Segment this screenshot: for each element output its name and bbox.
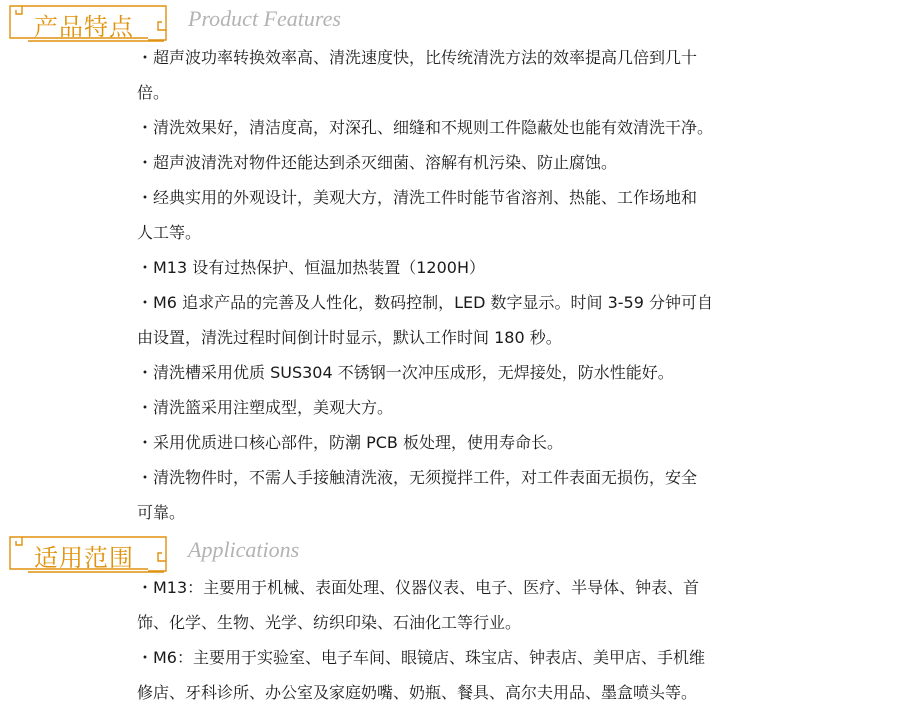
feature-line: 人工等。 — [137, 223, 202, 242]
feature-line: ・经典实用的外观设计，美观大方，清洗工件时能节省溶剂、热能、工作场地和 — [137, 188, 698, 207]
applications-list — [137, 570, 777, 710]
feature-line: ・清洗槽采用优质 SUS304 不锈钢一次冲压成形，无焊接处，防水性能好。 — [137, 363, 674, 382]
feature-line: ・清洗效果好，清洁度高，对深孔、细缝和不规则工件隐蔽处也能有效清洗干净。 — [137, 118, 714, 137]
list-item — [137, 145, 777, 180]
feature-line: 由设置，清洗过程时间倒计时显示，默认工作时间 180 秒。 — [137, 328, 562, 347]
features-subtitle: Product Features — [188, 6, 341, 31]
feature-line: ・M13 设有过热保护、恒温加热装置（1200H） — [137, 258, 486, 277]
list-item — [137, 355, 777, 390]
application-line: ・M13：主要用于机械、表面处理、仪器仪表、电子、医疗、半导体、钟表、首 — [137, 578, 700, 597]
list-item — [137, 460, 777, 530]
feature-line: ・M6 追求产品的完善及人性化，数码控制，LED 数字显示。时间 3-59 分钟可自 — [137, 293, 713, 312]
list-item — [137, 110, 777, 145]
applications-subtitle: Applications — [188, 537, 300, 562]
feature-line: ・采用优质进口核心部件，防潮 PCB 板处理，使用寿命长。 — [137, 433, 563, 452]
list-item — [137, 425, 777, 460]
list-item — [137, 40, 777, 110]
feature-line: ・超声波清洗对物件还能达到杀灭细菌、溶解有机污染、防止腐蚀。 — [137, 153, 618, 172]
list-item — [137, 285, 777, 355]
feature-line: 可靠。 — [137, 503, 186, 522]
application-line: ・M6：主要用于实验室、电子车间、眼镜店、珠宝店、钟表店、美甲店、手机维 — [137, 648, 705, 667]
application-line: 饰、化学、生物、光学、纺织印染、石油化工等行业。 — [137, 613, 522, 632]
feature-line: 倍。 — [137, 83, 170, 102]
feature-line: ・清洗篮采用注塑成型，美观大方。 — [137, 398, 394, 417]
list-item — [137, 390, 777, 425]
feature-line: ・超声波功率转换效率高、清洗速度快，比传统清洗方法的效率提高几倍到几十 — [137, 48, 698, 67]
list-item — [137, 180, 777, 250]
features-list — [137, 40, 777, 530]
applications-title: 适用范围 — [34, 544, 134, 572]
features-title: 产品特点 — [34, 13, 134, 41]
list-item — [137, 570, 777, 640]
list-item — [137, 640, 777, 710]
feature-line: ・清洗物件时，不需人手接触清洗液，无须搅拌工件，对工件表面无损伤，安全 — [137, 468, 698, 487]
application-line: 修店、牙科诊所、办公室及家庭奶嘴、奶瓶、餐具、高尔夫用品、墨盒喷头等。 — [137, 683, 698, 702]
list-item — [137, 250, 777, 285]
